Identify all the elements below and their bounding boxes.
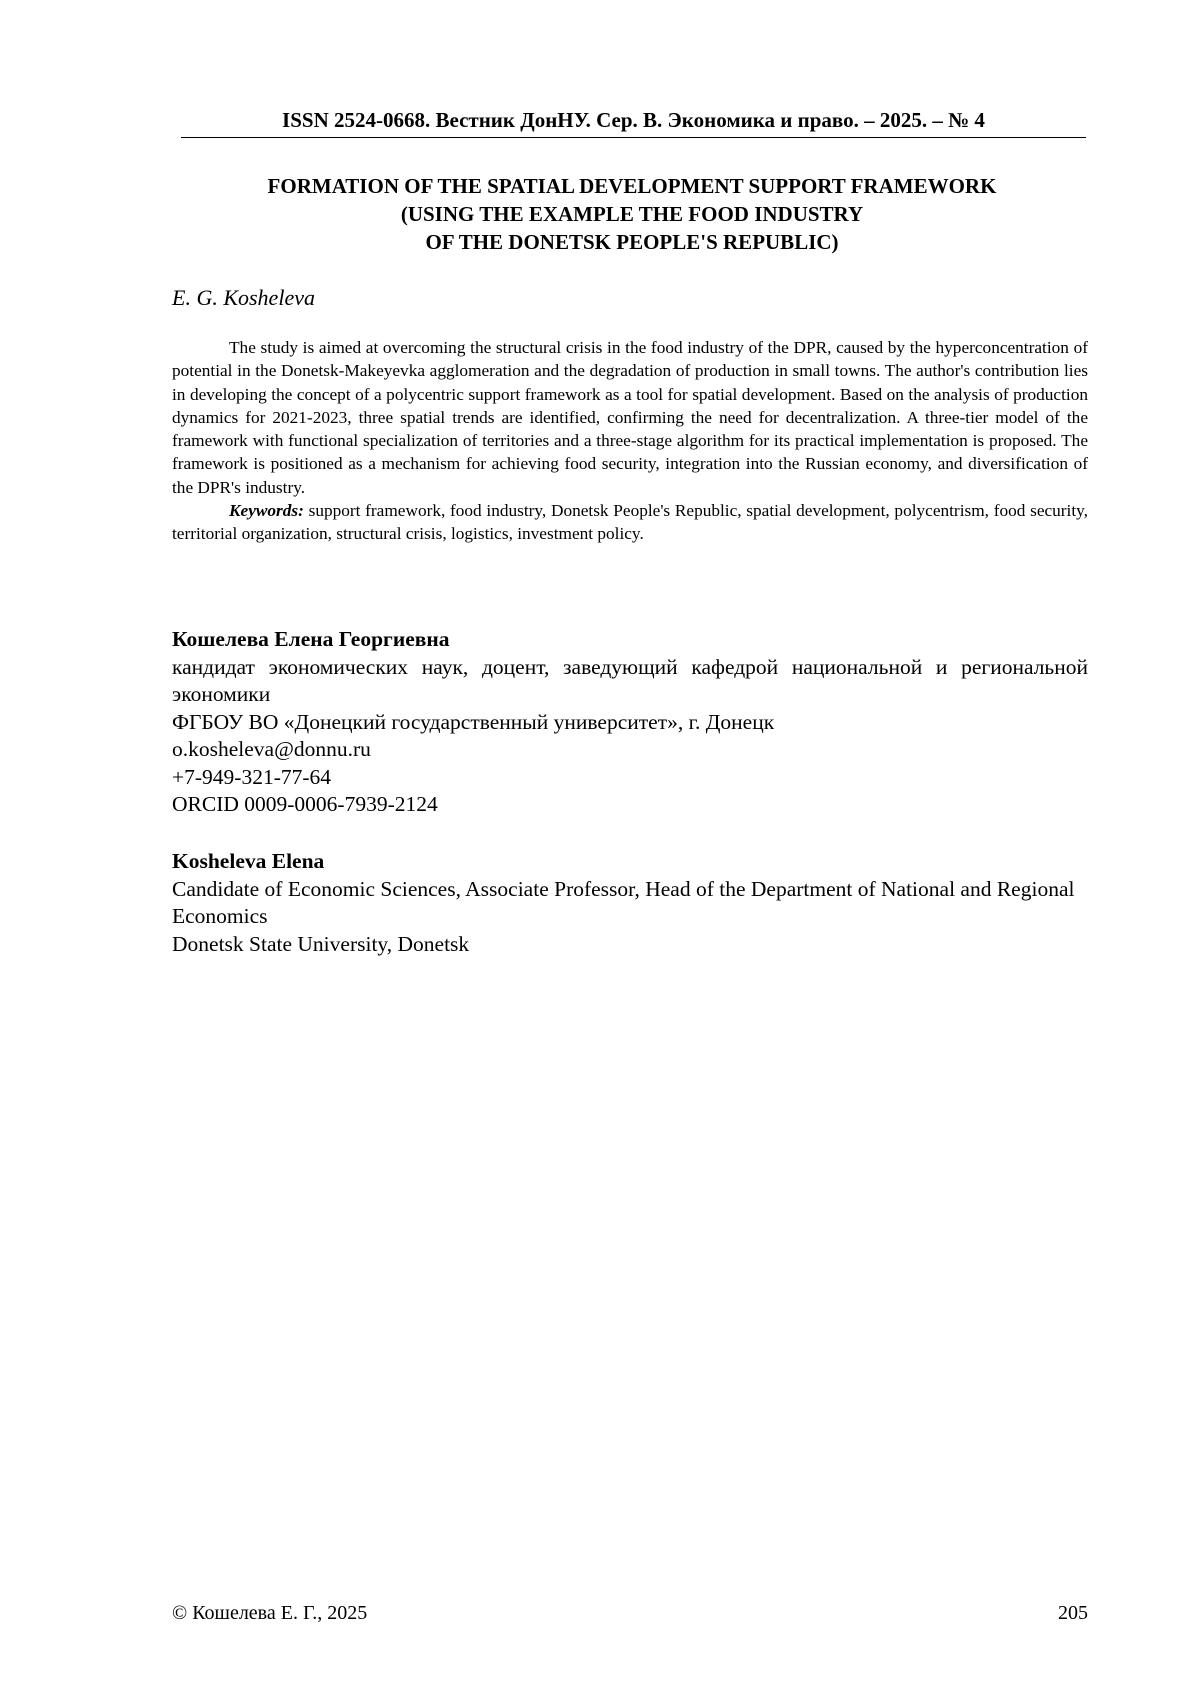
page-number: 205 (1058, 1602, 1088, 1624)
author-info-en (172, 848, 1088, 958)
running-header: ISSN 2524-0668. Вестник ДонНУ. Сер. В. Экономика и право. – 2025. – № 4 (181, 107, 1086, 138)
author-affiliation-ru: ФГБОУ ВО «Донецкий государственный университет», г. Донецк (172, 709, 775, 734)
author-name-ru: Кошелева Елена Георгиевна (172, 627, 450, 651)
article-title (172, 172, 1092, 256)
author-info-ru (172, 626, 1088, 819)
abstract-text: The study is aimed at overcoming the structural crisis in the food industry of the DPR, caused by the hyperconcentration of potential in the Donetsk-Makeyevka agglomeration and the degradation of production in small towns. The author's contribution lies in developing the concept of a polycentric support framework as a tool for spatial development. Based on the analysis of production dynamics for 2021-2023, three spatial trends are identified, confirming the need for decentralization. A three-tier model of the framework with functional specialization of territories and a three-stage algorithm for its practical implementation is proposed. The framework is positioned as a mechanism for achieving food security, integration into the Russian economy, and diversification of the DPR's industry. (172, 338, 1088, 497)
title-line: OF THE DONETSK PEOPLE'S REPUBLIC) (425, 230, 839, 254)
title-line: (USING THE EXAMPLE THE FOOD INDUSTRY (400, 202, 864, 226)
article-author: E. G. Kosheleva (172, 285, 315, 310)
author-orcid: ORCID 0009-0006-7939-2124 (172, 792, 438, 816)
keywords-paragraph (172, 499, 1088, 546)
author-affiliation-en: Donetsk State University, Donetsk (172, 931, 470, 956)
author-email: o.kosheleva@donnu.ru (172, 737, 371, 761)
author-phone: +7-949-321-77-64 (172, 764, 332, 789)
keywords-text: support framework, food industry, Donetsk People's Republic, spatial development, polycentrism, food security, territorial organization, structural crisis, logistics, investment policy. (172, 501, 1088, 544)
author-position-en: Candidate of Economic Sciences, Associate Professor, Head of the Department of National and Regional Economics (172, 876, 1075, 928)
title-line: FORMATION OF THE SPATIAL DEVELOPMENT SUPPORT FRAMEWORK (267, 174, 997, 198)
copyright-notice: © Кошелева Е. Г., 2025 (172, 1602, 368, 1624)
keywords-label: Keywords: (229, 501, 304, 521)
abstract-section (172, 336, 1088, 546)
author-position-ru: кандидат экономических наук, доцент, заведующий кафедрой национальной и региональной экономики (172, 654, 1088, 706)
author-name-en: Kosheleva Elena (172, 849, 325, 873)
